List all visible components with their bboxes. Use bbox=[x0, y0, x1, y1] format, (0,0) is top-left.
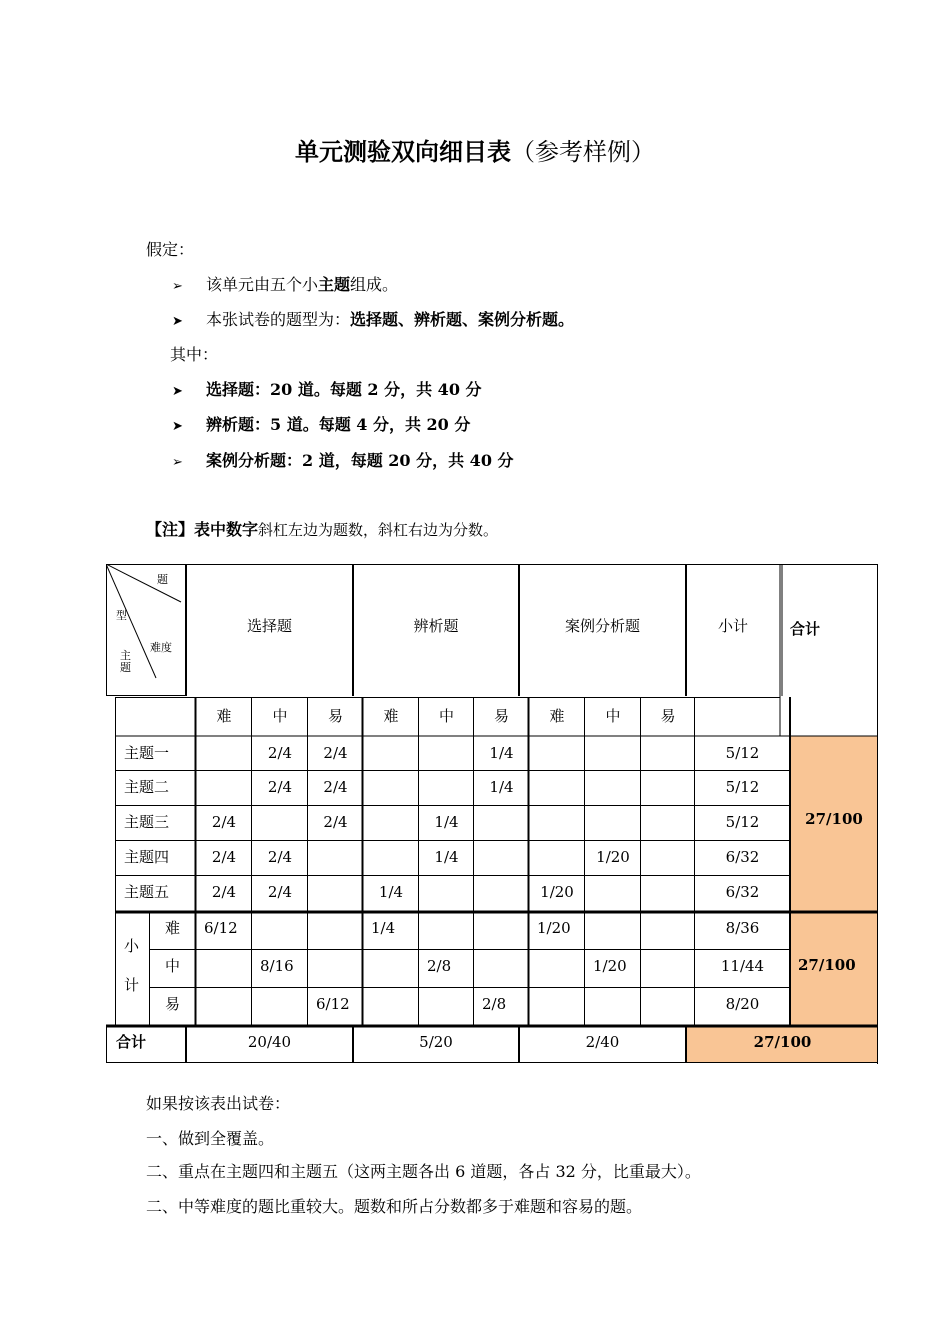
diag-nandu: 难度 bbox=[150, 641, 172, 654]
among-label: 其中： bbox=[170, 345, 219, 364]
diag-zhuti-bottom: 题 bbox=[120, 661, 131, 674]
level-header: 难 bbox=[216, 707, 232, 725]
table-cell: 2/4 bbox=[211, 813, 237, 831]
conclusion-line: 如果按该表出试卷： bbox=[146, 1094, 291, 1113]
arrow-right-icon: ➢ bbox=[172, 455, 183, 470]
arrow-right-icon: ➤ bbox=[172, 419, 183, 434]
topic-name: 主题四 bbox=[124, 848, 170, 866]
assume-label: 假定： bbox=[146, 240, 195, 259]
row-subtotal: 5/12 bbox=[725, 744, 760, 762]
header-type-choice: 选择题 bbox=[246, 617, 292, 635]
footer-value: 2/40 bbox=[585, 1033, 620, 1051]
table-note: 【注】表中数字斜杠左边为题数，斜杠右边为分数。 bbox=[146, 520, 499, 539]
header-subtotal: 小计 bbox=[717, 617, 748, 635]
sub-level: 难 bbox=[164, 919, 180, 937]
sub-level: 易 bbox=[164, 995, 180, 1013]
table-cell: 1/4 bbox=[489, 778, 514, 796]
table-cell: 2/4 bbox=[323, 813, 348, 831]
level-header: 易 bbox=[327, 707, 343, 725]
spec-table bbox=[106, 564, 878, 1064]
conclusion-line: 一、做到全覆盖。 bbox=[146, 1129, 275, 1148]
row-subtotal: 6/32 bbox=[725, 848, 760, 866]
level-header: 难 bbox=[549, 707, 565, 725]
sub-level: 中 bbox=[164, 957, 180, 975]
table-cell: 2/4 bbox=[323, 778, 348, 796]
arrow-right-icon: ➢ bbox=[172, 279, 183, 294]
topic-name: 主题三 bbox=[124, 813, 170, 831]
header-type-analysis: 辨析题 bbox=[413, 617, 459, 635]
table-cell: 1/4 bbox=[378, 883, 404, 901]
conclusion-line: 二、重点在主题四和主题五（这两主题各出 6 道题，各占 32 分，比重最大）。 bbox=[146, 1162, 701, 1181]
diag-ti: 题 bbox=[157, 573, 168, 586]
topic-name: 主题二 bbox=[124, 778, 170, 796]
bullet-item: ➤ 辨析题：5 道。每题 4 分，共 20 分 bbox=[172, 415, 470, 437]
header-total: 合计 bbox=[790, 620, 821, 638]
table-cell: 2/4 bbox=[267, 883, 293, 901]
diag-zhuti-top: 主 bbox=[120, 649, 131, 662]
table-cell: 1/4 bbox=[434, 813, 459, 831]
level-header: 难 bbox=[383, 707, 399, 725]
arrow-right-icon: ➤ bbox=[172, 384, 183, 399]
table-cell: 2/4 bbox=[267, 778, 293, 796]
table-cell: 6/12 bbox=[204, 919, 238, 937]
bullet-item: ➢ 案例分析题：2 道，每题 20 分，共 40 分 bbox=[172, 451, 514, 473]
row-subtotal: 5/12 bbox=[725, 813, 760, 831]
footer-total: 27/100 bbox=[753, 1033, 812, 1051]
table-cell: 2/8 bbox=[427, 957, 452, 975]
table-cell: 1/4 bbox=[434, 848, 459, 866]
table-cell: 2/4 bbox=[323, 744, 348, 762]
table-cell: 1/20 bbox=[593, 957, 627, 975]
table-cell: 1/4 bbox=[371, 919, 396, 937]
page-title: 单元测验双向细目表（参考样例） bbox=[295, 138, 655, 166]
sub-label-bottom: 计 bbox=[124, 976, 140, 994]
sub-label-top: 小 bbox=[124, 937, 140, 955]
table-cell: 6/12 bbox=[316, 995, 350, 1013]
row-subtotal: 11/44 bbox=[720, 957, 765, 975]
table-cell: 2/4 bbox=[211, 848, 237, 866]
diag-xing: 型 bbox=[116, 609, 127, 622]
sub-total: 27/100 bbox=[798, 956, 856, 974]
topic-name: 主题五 bbox=[124, 883, 170, 901]
level-header: 易 bbox=[493, 707, 509, 725]
table-cell: 2/8 bbox=[482, 995, 507, 1013]
table-cell: 1/20 bbox=[537, 919, 571, 937]
topic-name: 主题一 bbox=[124, 744, 170, 762]
table-cell: 1/4 bbox=[489, 744, 514, 762]
table-cell: 2/4 bbox=[211, 883, 237, 901]
bullet-item: ➤ 本张试卷的题型为：选择题、辨析题、案例分析题。 bbox=[172, 310, 574, 332]
header-type-case: 案例分析题 bbox=[564, 617, 640, 635]
table-cell: 2/4 bbox=[267, 848, 293, 866]
bullet-item: ➤ 选择题：20 道。每题 2 分，共 40 分 bbox=[172, 380, 482, 402]
table-cell: 1/20 bbox=[596, 848, 630, 866]
row-subtotal: 8/20 bbox=[725, 995, 760, 1013]
table-cell: 1/20 bbox=[540, 883, 574, 901]
row-subtotal: 6/32 bbox=[725, 883, 760, 901]
row-subtotal: 5/12 bbox=[725, 778, 760, 796]
level-header: 中 bbox=[605, 707, 621, 725]
table-cell: 2/4 bbox=[267, 744, 293, 762]
level-header: 中 bbox=[272, 707, 288, 725]
level-header: 中 bbox=[438, 707, 454, 725]
topic-total: 27/100 bbox=[805, 810, 863, 828]
conclusion-line: 二、中等难度的题比重较大。题数和所占分数都多于难题和容易的题。 bbox=[146, 1197, 643, 1216]
bullet-item: ➢ 该单元由五个小主题组成。 bbox=[172, 275, 398, 297]
footer-label: 合计 bbox=[116, 1033, 147, 1051]
arrow-right-icon: ➤ bbox=[172, 314, 183, 329]
level-header: 易 bbox=[660, 707, 676, 725]
table-cell: 8/16 bbox=[260, 957, 294, 975]
row-subtotal: 8/36 bbox=[725, 919, 760, 937]
footer-value: 20/40 bbox=[247, 1033, 292, 1051]
footer-value: 5/20 bbox=[419, 1033, 453, 1051]
